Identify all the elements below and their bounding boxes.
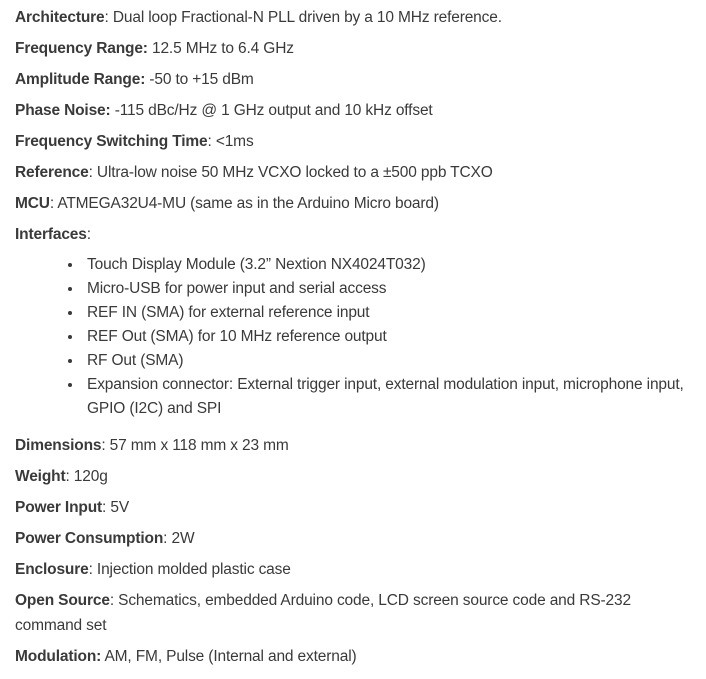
interface-item-expansion: • Expansion connector: External trigger input, external modulation input, microphone input, GPIO (I2C) and SPI [83, 373, 691, 421]
spec-architecture [15, 5, 691, 30]
spec-amplitude-range-value: -50 to +15 dBm [145, 71, 254, 88]
spec-switching-time-value: : <1ms [207, 133, 254, 150]
spec-amplitude-range-label: Amplitude Range: [15, 71, 146, 88]
spec-enclosure [15, 557, 691, 582]
spec-enclosure-value: : Injection molded plastic case [88, 561, 291, 578]
interface-item-ref-out: • REF Out (SMA) for 10 MHz reference output [83, 325, 691, 349]
spec-mcu-value: : ATMEGA32U4-MU (same as in the Arduino Micro board) [49, 195, 439, 212]
spec-power-input-value: : 5V [102, 499, 130, 516]
spec-modulation-label: Modulation: [15, 648, 102, 665]
spec-switching-time-label: Frequency Switching Time [15, 133, 208, 150]
spec-open-source-label: Open Source [15, 592, 110, 609]
spec-amplitude-range [15, 67, 691, 92]
spec-open-source [15, 588, 691, 638]
spec-weight-value: : 120g [65, 468, 108, 485]
spec-architecture-value: : Dual loop Fractional-N PLL driven by a 10 MHz reference. [104, 9, 502, 26]
spec-modulation-value: AM, FM, Pulse (Internal and external) [101, 648, 357, 665]
spec-weight [15, 464, 691, 489]
spec-sheet [15, 5, 691, 669]
spec-power-consumption [15, 526, 691, 551]
spec-power-consumption-label: Power Consumption [15, 530, 164, 547]
spec-power-input-label: Power Input [15, 499, 103, 516]
spec-frequency-range [15, 36, 691, 61]
spec-interfaces-heading [15, 222, 691, 247]
spec-architecture-label: Architecture [15, 9, 105, 26]
spec-phase-noise [15, 98, 691, 123]
spec-phase-noise-label: Phase Noise: [15, 102, 111, 119]
spec-interfaces-label: Interfaces [15, 226, 87, 243]
spec-modulation [15, 644, 691, 669]
spec-interfaces-colon: : [86, 226, 91, 243]
spec-power-consumption-value: : 2W [163, 530, 195, 547]
interface-item-micro-usb: • Micro-USB for power input and serial access [83, 277, 691, 301]
spec-frequency-range-value: 12.5 MHz to 6.4 GHz [147, 40, 294, 57]
interface-item-touch-display: • Touch Display Module (3.2” Nextion NX4024T032) [83, 253, 691, 277]
spec-switching-time [15, 129, 691, 154]
spec-phase-noise-value: -115 dBc/Hz @ 1 GHz output and 10 kHz offset [110, 102, 433, 119]
spec-reference-value: : Ultra-low noise 50 MHz VCXO locked to a ±500 ppb TCXO [88, 164, 493, 181]
spec-open-source-value: : Schematics, embedded Arduino code, LCD screen source code and RS-232 command set [15, 592, 631, 634]
spec-power-input [15, 495, 691, 520]
interfaces-list [15, 253, 691, 421]
spec-dimensions [15, 433, 691, 458]
interface-item-rf-out: • RF Out (SMA) [83, 349, 691, 373]
spec-reference [15, 160, 691, 185]
spec-weight-label: Weight [15, 468, 66, 485]
interface-item-ref-in: • REF IN (SMA) for external reference input [83, 301, 691, 325]
spec-dimensions-value: : 57 mm x 118 mm x 23 mm [101, 437, 289, 454]
spec-enclosure-label: Enclosure [15, 561, 89, 578]
spec-mcu [15, 191, 691, 216]
spec-reference-label: Reference [15, 164, 89, 181]
spec-frequency-range-label: Frequency Range: [15, 40, 148, 57]
spec-mcu-label: MCU [15, 195, 50, 212]
spec-dimensions-label: Dimensions [15, 437, 102, 454]
